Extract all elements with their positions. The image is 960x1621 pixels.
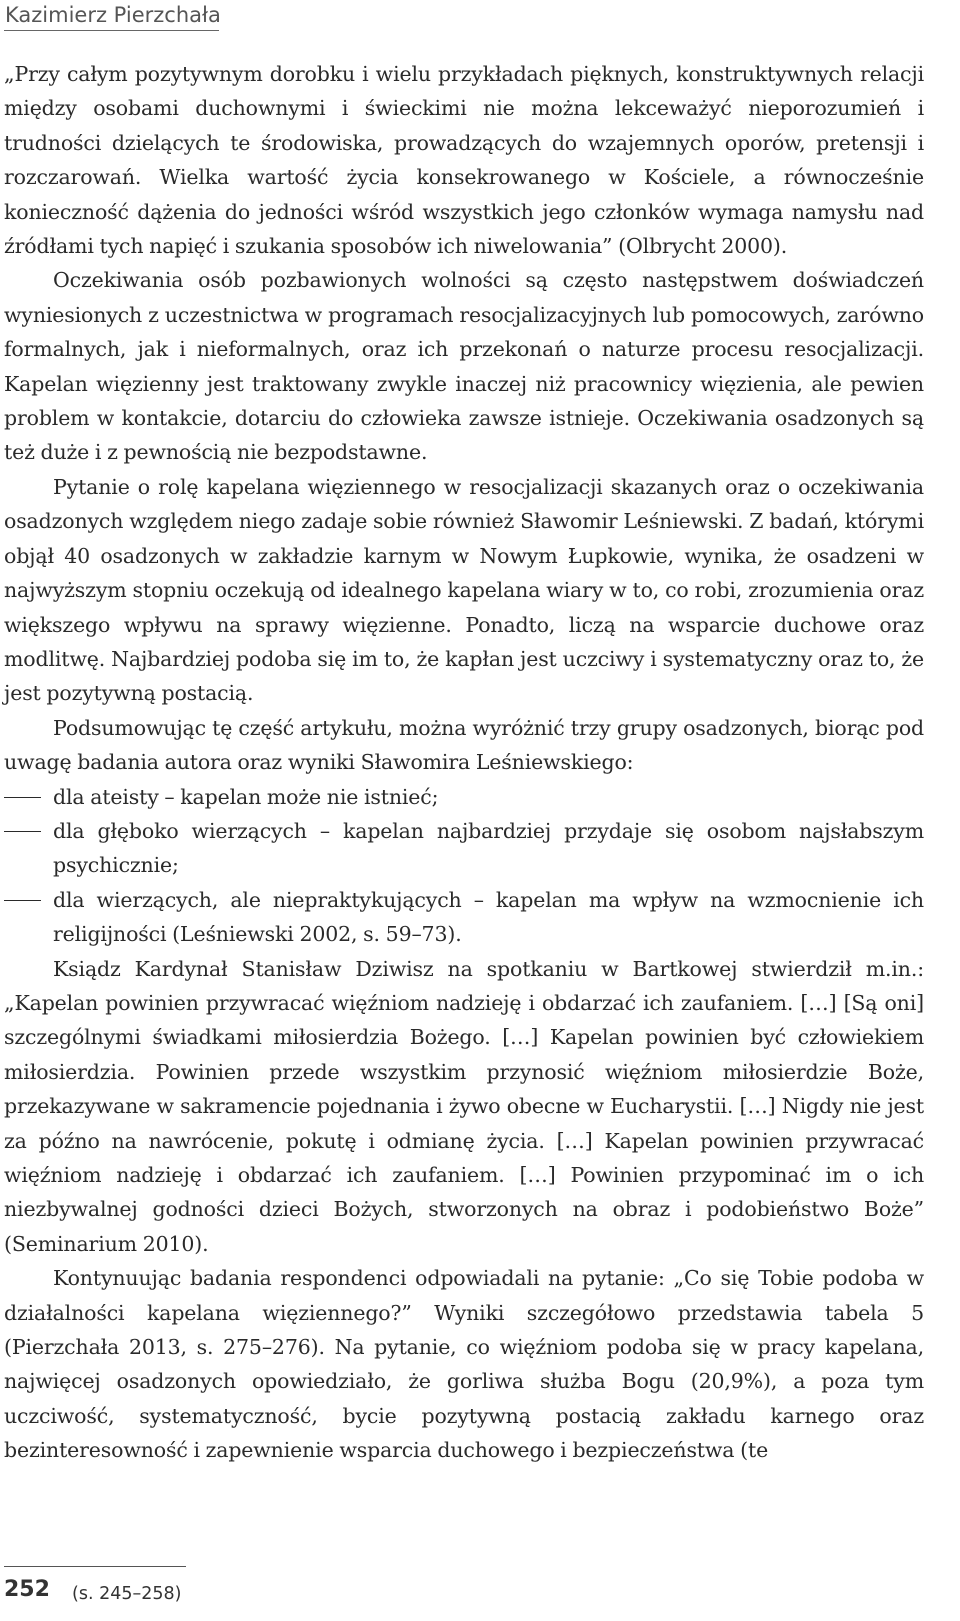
list-item-text: dla głęboko wierzących – kapelan najbardziej przydaje się osobom najsłabszym psychicznie; [53,818,924,878]
paragraph-dziwisz-quote: Ksiądz Kardynał Stanisław Dziwisz na spotkaniu w Bartkowej stwierdził m.in.: „Kapelan powinien przywracać więźniom nadzieję i obdarzać ich zaufaniem. […] [Są oni] szczególnymi świadkami miłosierdzia Bożego. […] Kapelan powinien być człowiekiem miłosierdzia. Powinien przede wszystkim przynosić więźniom miłosierdzie Boże, przekazywane w sakramencie pojednania i żywo obecne w Eucharystii. […] Nigdy nie jest za późno na nawrócenie, pokutę i odmianę życia. […] Kapelan powinien przywracać więźniom nadzieję i obdarzać ich zaufaniem. […] Powinien przypominać im o ich niezbywalnej godności dzieci Bożych, stworzonych na obraz i podobieństwo Boże” (Seminarium 2010). [4,956,924,1256]
paragraph-quote-olbrycht: „Przy całym pozytywnym dorobku i wielu przykładach pięknych, konstruktywnych relacji między osobami duchownymi i świeckimi nie można lekceważyć nieporozumień i trudności dzielących te środowiska, prowadzących do wzajemnych oporów, pretensji i rozczarowań. Wielka wartość życia konsekrowanego w Kościele, a równocześnie konieczność dążenia do jedności wśród wszystkich jego członków wymaga namysłu nad źródłami tych napięć i szukania sposobów ich niwelowania” (Olbrycht 2000). [4,62,924,259]
page-range: (s. 245–258) [72,1584,182,1604]
paragraph-expectations: Oczekiwania osób pozbawionych wolności są często następstwem doświadczeń wyniesionych z uczestnictwa w programach resocjalizacyjnych lub pomocowych, zarówno formalnych, jak i nieformalnych, oraz ich przekonań o naturze procesu resocjalizacji. Kapelan więzienny jest traktowany zwykle inaczej niż pracownicy więzienia, ale pewien problem w kontakcie, dotarciu do człowieka zawsze istnieje. Oczekiwania osadzonych są też duże i z pewnością nie bezpodstawne. [4,268,924,465]
paragraph-lesniewski-study: Pytanie o rolę kapelana więziennego w resocjalizacji skazanych oraz o oczekiwania osadzonych względem niego zadaje sobie również Sławomir Leśniewski. Z badań, którymi objął 40 osadzonych w zakładzie karnym w Nowym Łupkowie, wynika, że osadzeni w najwyższym stopniu oczekują od idealnego kapelana wiary w to, co robi, zrozumienia oraz większego wpływu na sprawy więzienne. Ponadto, liczą na wsparcie duchowe oraz modlitwę. Najbardziej podoba się im to, że kapłan jest uczciwy i systematyczny oraz to, że jest pozytywną postacią. [4,474,924,706]
paragraph-summary-intro: Podsumowując tę część artykułu, można wyróżnić trzy grupy osadzonych, biorąc pod uwagę badania autora oraz wyniki Sławomira Leśniewskiego: [4,715,924,775]
page-body [4,57,924,1468]
list-item-text: dla ateisty – kapelan może nie istnieć; [53,784,439,809]
dash-bullet [4,797,41,798]
running-head-author: Kazimierz Pierzchała [5,3,221,27]
dash-bullet [4,831,41,832]
dash-bullet [4,900,41,901]
page-number: 252 [4,1577,50,1602]
footer-rule [4,1566,186,1567]
list-item [4,883,924,952]
header-rule [4,30,219,31]
list-item [4,780,924,814]
paragraph-survey-results: Kontynuując badania respondenci odpowiadali na pytanie: „Co się Tobie podoba w działalności kapelana więziennego?” Wyniki szczegółowo przedstawia tabela 5 (Pierzchała 2013, s. 275–276). Na pytanie, co więźniom podoba się w pracy kapelana, najwięcej osadzonych opowiedziało, że gorliwa służba Bogu (20,9%), a poza tym uczciwość, systematyczność, bycie pozytywną postacią zakładu karnego oraz bezinteresowność i zapewnienie wsparcia duchowego i bezpieczeństwa (te [4,1266,924,1463]
list-item-text: dla wierzących, ale niepraktykujących – kapelan ma wpływ na wzmocnienie ich religijności (Leśniewski 2002, s. 59–73). [53,887,924,947]
inmate-groups-list [4,780,924,952]
list-item [4,814,924,883]
